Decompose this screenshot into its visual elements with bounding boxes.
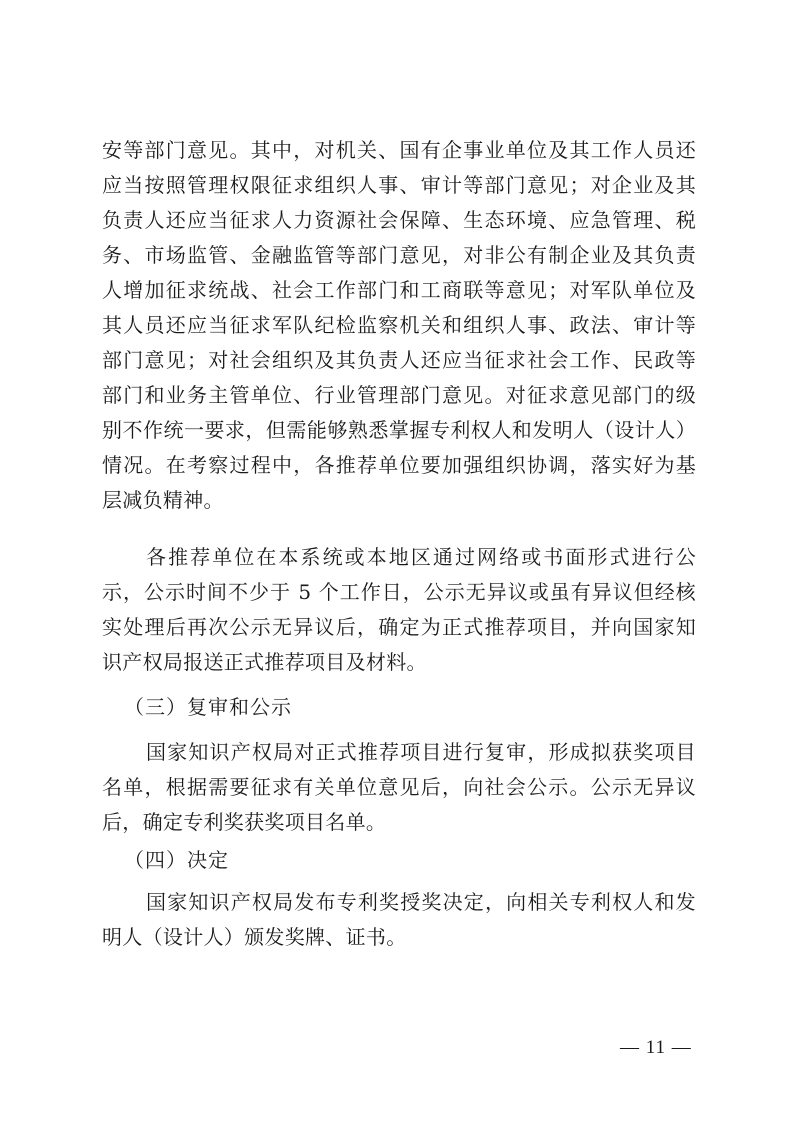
paragraph-1-line-8: 部门和业务主管单位、行业管理部门意见。对征求意见部门的级: [102, 383, 696, 407]
paragraph-2-line-1: 各推荐单位在本系统或本地区通过网络或书面形式进行公: [146, 545, 696, 569]
paragraph-1-line-5: 人增加征求统战、社会工作部门和工商联等意见；对军队单位及: [102, 278, 696, 302]
section-3-heading: （三）复审和公示: [124, 695, 292, 719]
section-3-line-2: 名单，根据需要征求有关单位意见后，向社会公示。公示无异议: [102, 775, 696, 799]
section-4-line-1: 国家知识产权局发布专利奖授奖决定，向相关专利权人和发: [146, 890, 696, 914]
page-number: — 11 —: [620, 1037, 692, 1058]
paragraph-1-line-3: 负责人还应当征求人力资源社会保障、生态环境、应急管理、税: [102, 208, 696, 232]
paragraph-1-line-2: 应当按照管理权限征求组织人事、审计等部门意见；对企业及其: [102, 173, 696, 197]
paragraph-2-line-4: 识产权局报送正式推荐项目及材料。: [102, 650, 427, 674]
paragraph-1-line-1: 安等部门意见。其中，对机关、国有企事业单位及其工作人员还: [102, 138, 696, 162]
paragraph-1-line-4: 务、市场监管、金融监管等部门意见，对非公有制企业及其负责: [102, 243, 696, 267]
section-3-line-3: 后，确定专利奖获奖项目名单。: [102, 810, 387, 834]
paragraph-1-line-6: 其人员还应当征求军队纪检监察机关和组织人事、政法、审计等: [102, 313, 696, 337]
paragraph-1-line-7: 部门意见；对社会组织及其负责人还应当征求社会工作、民政等: [102, 348, 696, 372]
paragraph-2-line-3: 实处理后再次公示无异议后，确定为正式推荐项目，并向国家知: [102, 615, 696, 639]
paragraph-1-line-9: 别不作统一要求，但需能够熟悉掌握专利权人和发明人（设计人）: [102, 418, 696, 442]
section-3-line-1: 国家知识产权局对正式推荐项目进行复审，形成拟获奖项目: [146, 740, 696, 764]
paragraph-1-line-10: 情况。在考察过程中，各推荐单位要加强组织协调，落实好为基: [102, 453, 696, 477]
paragraph-1-line-11: 层减负精神。: [102, 488, 224, 512]
paragraph-2-line-2: 示，公示时间不少于 5 个工作日，公示无异议或虽有异议但经核: [102, 580, 696, 604]
section-4-heading: （四）决定: [124, 848, 229, 872]
section-4-line-2: 明人（设计人）颁发奖牌、证书。: [102, 925, 407, 949]
